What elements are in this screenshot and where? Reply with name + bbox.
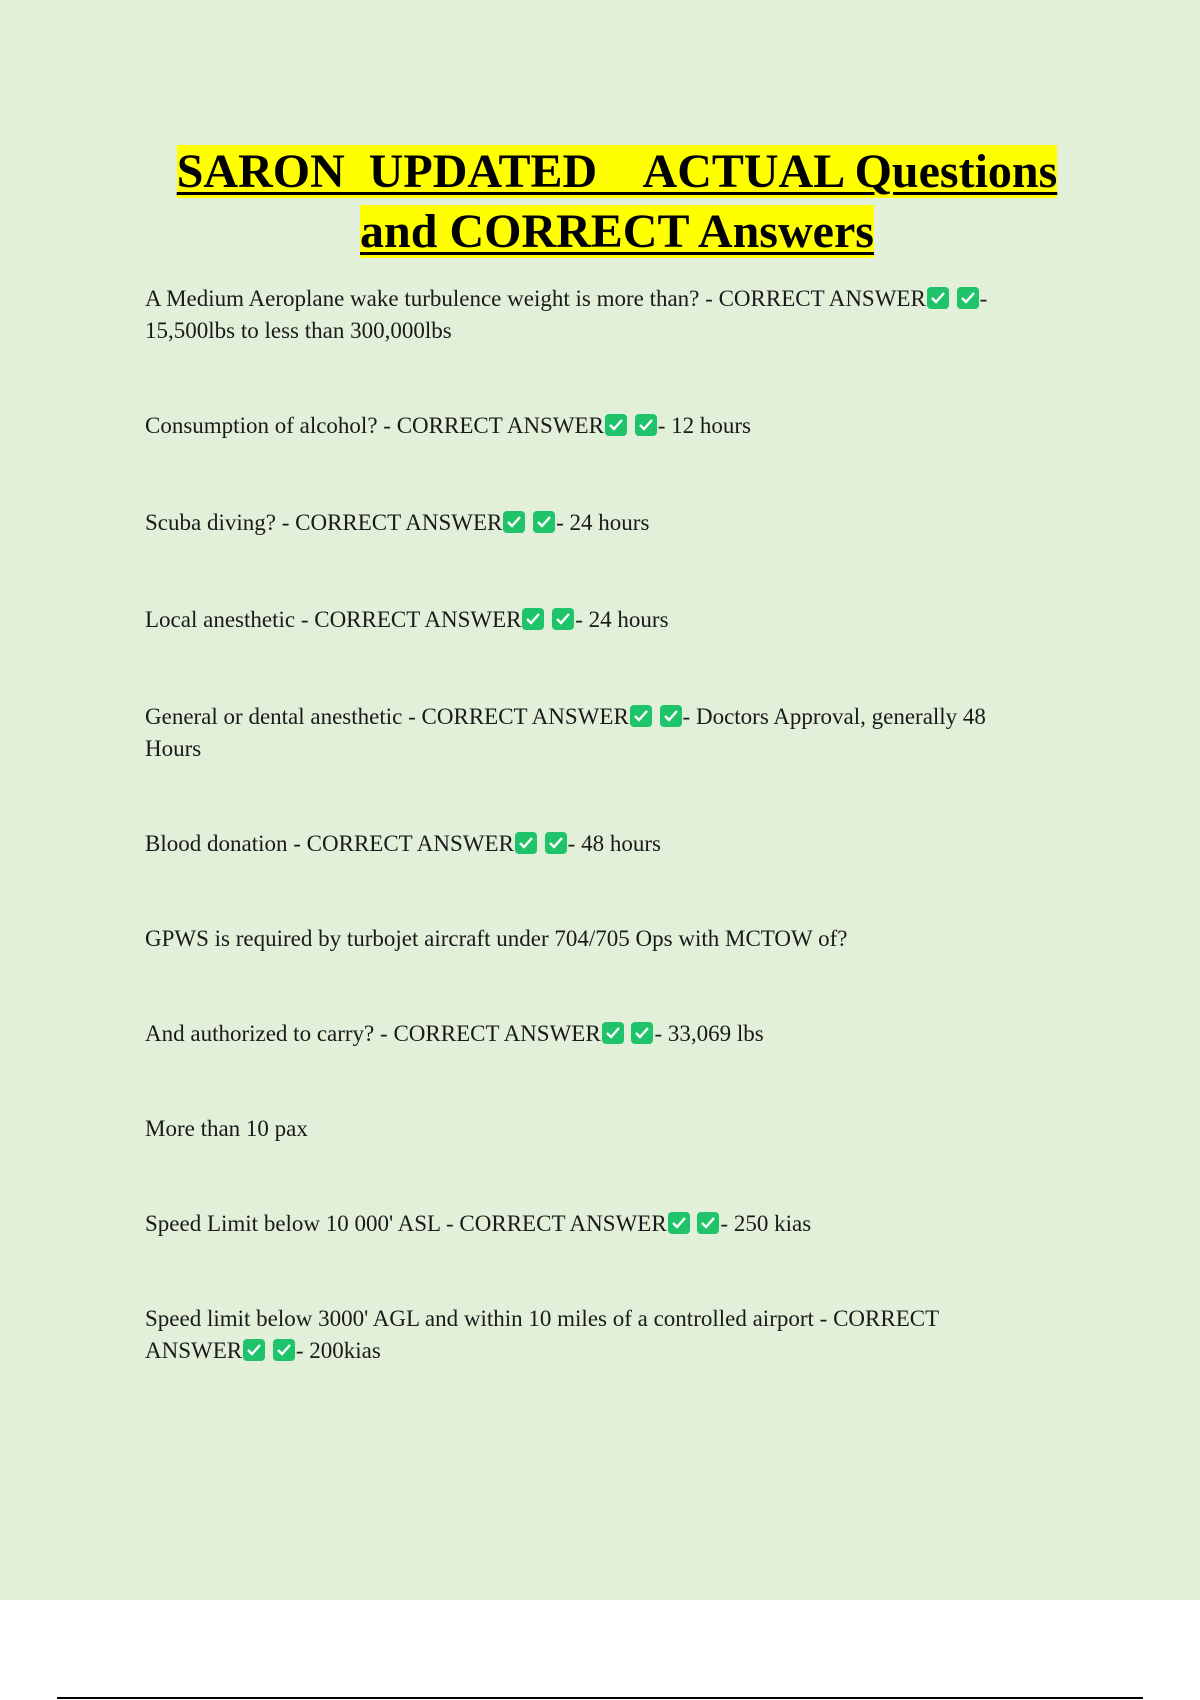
correct-answer-label: CORRECT ANSWER — [718, 286, 926, 311]
qa-item: Blood donation - CORRECT ANSWER - 48 hours — [145, 831, 661, 856]
check-box-icon — [668, 1212, 690, 1234]
answer-text: 24 hours — [569, 510, 650, 535]
check-box-icon — [243, 1339, 265, 1361]
correct-answer-label: CORRECT ANSWER — [421, 704, 629, 729]
check-box-icon — [957, 287, 979, 309]
question-text: Scuba diving? — [145, 510, 276, 535]
answer-text: 12 hours — [671, 413, 751, 438]
check-box-icon — [533, 511, 555, 533]
correct-answer-label: CORRECT ANSWER — [145, 1306, 939, 1363]
question-text: A Medium Aeroplane wake turbulence weight is more than? — [145, 286, 700, 311]
title-line-2: and CORRECT Answers — [360, 205, 874, 258]
check-box-icon — [697, 1212, 719, 1234]
correct-answer-label: CORRECT ANSWER — [314, 607, 522, 632]
answer-text: Doctors Approval, generally 48 Hours — [145, 704, 986, 761]
question-text: Local anesthetic — [145, 607, 296, 632]
question-text: Consumption of alcohol? — [145, 413, 378, 438]
qa-item: A Medium Aeroplane wake turbulence weight is more than? - CORRECT ANSWER - 15,500lbs to less than 300,000lbs — [145, 286, 988, 343]
check-box-icon — [545, 832, 567, 854]
question-text: GPWS is required by turbojet aircraft under 704/705 Ops with MCTOW of? — [145, 926, 848, 951]
qa-item: And authorized to carry? - CORRECT ANSWER - 33,069 lbs — [145, 1021, 764, 1046]
qa-item: Scuba diving? - CORRECT ANSWER - 24 hours — [145, 510, 650, 535]
answer-text: 33,069 lbs — [667, 1021, 764, 1046]
qa-item: Consumption of alcohol? - CORRECT ANSWER - 12 hours — [145, 413, 751, 438]
qa-item: Local anesthetic - CORRECT ANSWER - 24 hours — [145, 607, 669, 632]
correct-answer-label: CORRECT ANSWER — [306, 831, 514, 856]
question-text: General or dental anesthetic — [145, 704, 403, 729]
check-box-icon — [631, 1022, 653, 1044]
answer-text: 48 hours — [581, 831, 661, 856]
correct-answer-label: CORRECT ANSWER — [393, 1021, 601, 1046]
question-text: More than 10 pax — [145, 1116, 308, 1141]
correct-answer-label: CORRECT ANSWER — [459, 1211, 667, 1236]
answer-text: 24 hours — [588, 607, 669, 632]
qa-item: Speed Limit below 10 000' ASL - CORRECT ANSWER - 250 kias — [145, 1211, 812, 1236]
check-box-icon — [602, 1022, 624, 1044]
check-box-icon — [927, 287, 949, 309]
title-line-1: SARON UPDATED ACTUAL Questions — [176, 145, 1058, 198]
answer-text: 15,500lbs to less than 300,000lbs — [145, 318, 452, 343]
check-box-icon — [635, 414, 657, 436]
qa-item: General or dental anesthetic - CORRECT ANSWER - Doctors Approval, generally 48 Hours — [145, 704, 986, 761]
question-text: Speed Limit below 10 000' ASL — [145, 1211, 441, 1236]
correct-answer-label: CORRECT ANSWER — [295, 510, 503, 535]
correct-answer-label: CORRECT ANSWER — [396, 413, 604, 438]
question-text: Speed limit below 3000' AGL and within 10 miles of a controlled airport — [145, 1306, 814, 1331]
qa-item — [145, 1113, 1045, 1145]
check-box-icon — [660, 705, 682, 727]
answer-text: 200kias — [309, 1338, 381, 1363]
check-box-icon — [630, 705, 652, 727]
check-box-icon — [522, 608, 544, 630]
check-box-icon — [515, 832, 537, 854]
page-title — [0, 142, 1200, 262]
qa-item: Speed limit below 3000' AGL and within 10 miles of a controlled airport - CORRECT ANSWER - 200kias — [145, 1306, 939, 1363]
answer-text: 250 kias — [733, 1211, 812, 1236]
question-text: And authorized to carry? — [145, 1021, 375, 1046]
check-box-icon — [273, 1339, 295, 1361]
qa-item — [145, 923, 1045, 955]
check-box-icon — [503, 511, 525, 533]
check-box-icon — [605, 414, 627, 436]
question-text: Blood donation — [145, 831, 288, 856]
footer-divider — [57, 1697, 1143, 1699]
check-box-icon — [552, 608, 574, 630]
